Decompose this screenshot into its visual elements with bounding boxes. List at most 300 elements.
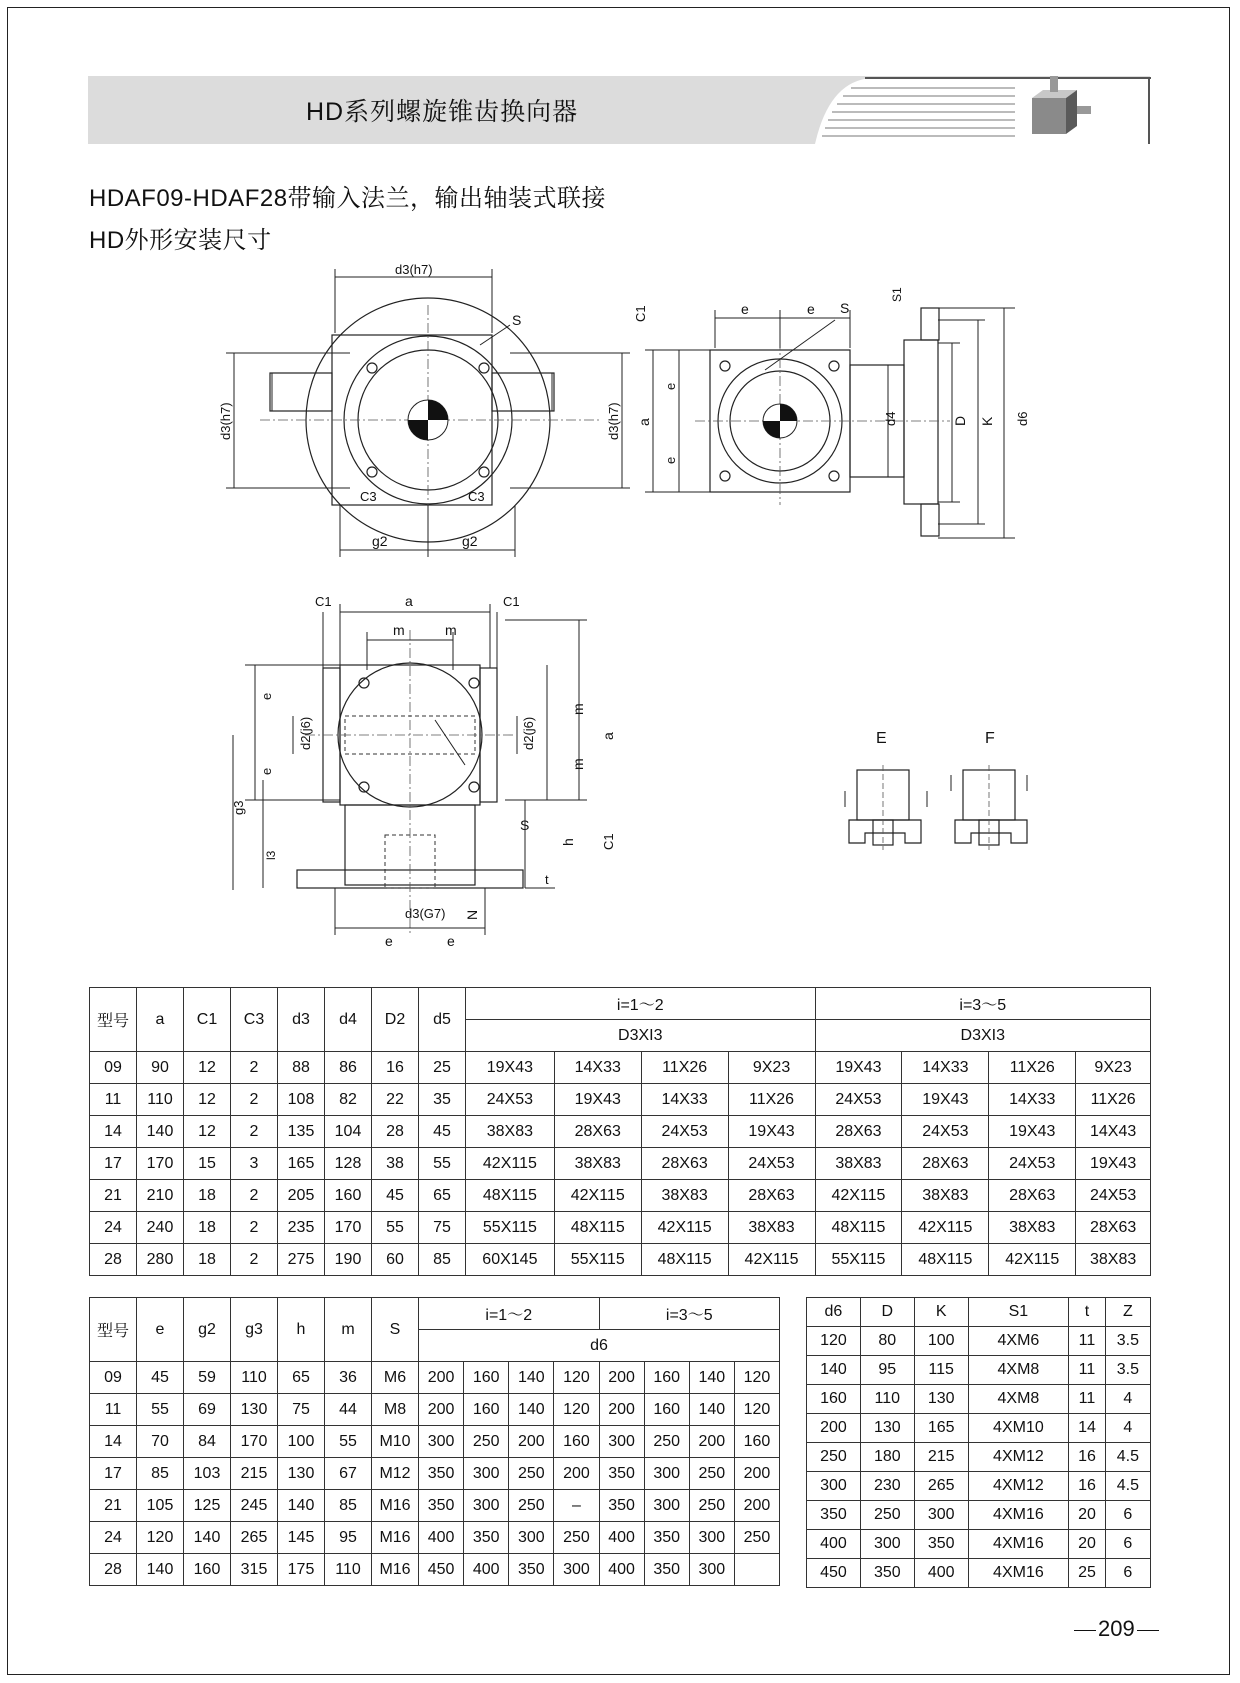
table-cell: 350 xyxy=(419,1458,464,1490)
table-cell: 200 xyxy=(734,1458,779,1490)
table-cell: 38 xyxy=(372,1148,419,1180)
col-d2: D2 xyxy=(372,988,419,1052)
label-d3h7: d3(h7) xyxy=(395,262,433,277)
dimension-table-1 xyxy=(89,987,1151,1276)
table-cell: M16 xyxy=(372,1522,419,1554)
table-cell: 4XM8 xyxy=(968,1385,1069,1414)
table-cell: 300 xyxy=(689,1522,734,1554)
table-cell: 28X63 xyxy=(1076,1212,1151,1244)
label-d3h7-left: d3(h7) xyxy=(218,402,233,440)
table-row xyxy=(807,1327,1151,1356)
table-cell: 280 xyxy=(137,1244,184,1276)
table-cell: 4 xyxy=(1105,1385,1150,1414)
column-header: d6 xyxy=(807,1298,861,1327)
table-cell: 450 xyxy=(807,1559,861,1588)
table-cell: 95 xyxy=(860,1356,914,1385)
table-cell: 315 xyxy=(231,1554,278,1586)
table-cell: 38X83 xyxy=(554,1148,641,1180)
table-cell: 160 xyxy=(644,1394,689,1426)
table-row xyxy=(90,1180,1151,1212)
table-cell: 42X115 xyxy=(989,1244,1076,1276)
table-row xyxy=(807,1530,1151,1559)
table-cell: 28X63 xyxy=(728,1180,815,1212)
label-s: S xyxy=(840,300,850,316)
table-cell: 104 xyxy=(325,1116,372,1148)
table-row xyxy=(90,1116,1151,1148)
table-cell: 14X33 xyxy=(554,1052,641,1084)
table-cell: 190 xyxy=(325,1244,372,1276)
table-cell: 38X83 xyxy=(989,1212,1076,1244)
label-c3-left: C3 xyxy=(360,489,377,504)
col-g3: g3 xyxy=(231,1298,278,1362)
table-row xyxy=(90,1052,1151,1084)
table-cell: 108 xyxy=(278,1084,325,1116)
table-cell: 170 xyxy=(325,1212,372,1244)
table-row xyxy=(807,1472,1151,1501)
table-cell: 4 xyxy=(1105,1414,1150,1443)
table-cell: 250 xyxy=(554,1522,599,1554)
table-cell: 36 xyxy=(325,1362,372,1394)
table-cell: 44 xyxy=(325,1394,372,1426)
table-cell: 6 xyxy=(1105,1501,1150,1530)
table-cell: 11X26 xyxy=(989,1052,1076,1084)
table-cell: 250 xyxy=(689,1490,734,1522)
table-cell: 4XM16 xyxy=(968,1530,1069,1559)
table-cell: 140 xyxy=(689,1394,734,1426)
table-cell: 55X115 xyxy=(554,1244,641,1276)
col-d5: d5 xyxy=(419,988,466,1052)
table-cell: 14X43 xyxy=(1076,1116,1151,1148)
table-cell: 450 xyxy=(419,1554,464,1586)
table-cell: 245 xyxy=(231,1490,278,1522)
col-d3xi3-2: D3XI3 xyxy=(815,1020,1151,1052)
table-cell: 12 xyxy=(184,1084,231,1116)
table-cell: 11X26 xyxy=(1076,1084,1151,1116)
label-D: D xyxy=(952,415,968,426)
table-cell: 59 xyxy=(184,1362,231,1394)
table-cell: 140 xyxy=(137,1116,184,1148)
table-cell: 250 xyxy=(689,1458,734,1490)
label-m-2: m xyxy=(445,622,457,638)
table-cell: 350 xyxy=(509,1554,554,1586)
table-cell: 6 xyxy=(1105,1530,1150,1559)
table-cell: 140 xyxy=(137,1554,184,1586)
label-e-bottom-2: e xyxy=(447,933,455,949)
table-cell: 3.5 xyxy=(1105,1327,1150,1356)
col-h: h xyxy=(278,1298,325,1362)
table-cell: 300 xyxy=(644,1490,689,1522)
col-d6: d6 xyxy=(419,1330,780,1362)
table-cell: 4XM16 xyxy=(968,1559,1069,1588)
table-cell: 70 xyxy=(137,1426,184,1458)
table-cell: 12 xyxy=(184,1116,231,1148)
table-cell: 200 xyxy=(419,1394,464,1426)
table-row xyxy=(90,1212,1151,1244)
table-cell: 90 xyxy=(137,1052,184,1084)
table-cell: 160 xyxy=(464,1394,509,1426)
table-cell: 350 xyxy=(644,1522,689,1554)
page-number-text: 209 xyxy=(1098,1616,1135,1641)
table-cell: 28X63 xyxy=(989,1180,1076,1212)
table-cell: M16 xyxy=(372,1554,419,1586)
table-cell: 130 xyxy=(914,1385,968,1414)
table-cell: 24 xyxy=(90,1522,137,1554)
table-cell: 350 xyxy=(599,1458,644,1490)
table-cell: 19X43 xyxy=(466,1052,555,1084)
table-row xyxy=(807,1356,1151,1385)
table-cell: 120 xyxy=(554,1394,599,1426)
table-cell: 25 xyxy=(419,1052,466,1084)
table-cell: 170 xyxy=(231,1426,278,1458)
label-m-1: m xyxy=(393,622,405,638)
col-a: a xyxy=(137,988,184,1052)
table-cell: 130 xyxy=(231,1394,278,1426)
table-cell: 24X53 xyxy=(989,1148,1076,1180)
table-row xyxy=(90,1490,780,1522)
table-cell: 67 xyxy=(325,1458,372,1490)
table-cell: 165 xyxy=(278,1148,325,1180)
section-subtitle: HDAF09-HDAF28带输入法兰，输出轴装式联接 xyxy=(89,185,607,212)
table-cell: 300 xyxy=(644,1458,689,1490)
table-cell: 24X53 xyxy=(1076,1180,1151,1212)
table-cell: 60 xyxy=(372,1244,419,1276)
table-cell: 25 xyxy=(1069,1559,1106,1588)
table-cell: 24 xyxy=(90,1212,137,1244)
table-cell: 21 xyxy=(90,1180,137,1212)
table-cell: 170 xyxy=(137,1148,184,1180)
table-cell: 4XM10 xyxy=(968,1414,1069,1443)
table-cell: – xyxy=(554,1490,599,1522)
table-cell: 145 xyxy=(278,1522,325,1554)
table-cell: 400 xyxy=(807,1530,861,1559)
table-cell: 265 xyxy=(231,1522,278,1554)
table-cell: 19X43 xyxy=(902,1084,989,1116)
table-cell: 38X83 xyxy=(641,1180,728,1212)
table-cell: 103 xyxy=(184,1458,231,1490)
table-cell: 120 xyxy=(807,1327,861,1356)
header-product-icon xyxy=(805,76,1151,146)
table-cell: 95 xyxy=(325,1522,372,1554)
col-s: S xyxy=(372,1298,419,1362)
table-cell: 350 xyxy=(419,1490,464,1522)
table-cell: 88 xyxy=(278,1052,325,1084)
table-cell: 42X115 xyxy=(466,1148,555,1180)
table-cell: 18 xyxy=(184,1212,231,1244)
table-cell: 48X115 xyxy=(466,1180,555,1212)
table-cell: 42X115 xyxy=(641,1212,728,1244)
table-cell: 45 xyxy=(372,1180,419,1212)
label-d4: d4 xyxy=(883,411,898,426)
label-a-side: a xyxy=(600,732,616,740)
table-row xyxy=(90,1148,1151,1180)
table-cell: 42X115 xyxy=(902,1212,989,1244)
table-cell: 105 xyxy=(137,1490,184,1522)
table-cell: 19X43 xyxy=(1076,1148,1151,1180)
label-g2-left: g2 xyxy=(372,533,388,549)
column-header: D xyxy=(860,1298,914,1327)
table-cell: 09 xyxy=(90,1052,137,1084)
table-cell: 120 xyxy=(734,1362,779,1394)
table-cell: 14 xyxy=(90,1426,137,1458)
drawing-top-view xyxy=(218,262,640,565)
table-cell: 11 xyxy=(1069,1356,1106,1385)
table-cell: 350 xyxy=(914,1530,968,1559)
col-ratio-3-5: i=3～5 xyxy=(599,1298,780,1330)
table-cell: 14X33 xyxy=(641,1084,728,1116)
col-m: m xyxy=(325,1298,372,1362)
table-cell: 55 xyxy=(137,1394,184,1426)
label-d3h7-right: d3(h7) xyxy=(606,402,621,440)
table-cell: 11 xyxy=(90,1394,137,1426)
table-cell: 160 xyxy=(184,1554,231,1586)
table-cell: 4XM12 xyxy=(968,1443,1069,1472)
table-cell: 38X83 xyxy=(815,1148,902,1180)
label-c1-left: C1 xyxy=(315,594,332,609)
label-c1-right: C1 xyxy=(503,594,520,609)
table-cell: 160 xyxy=(464,1362,509,1394)
table-cell: 19X43 xyxy=(554,1084,641,1116)
col-ratio-1-2: i=1～2 xyxy=(419,1298,600,1330)
flange-table xyxy=(806,1297,1151,1588)
table-cell: 2 xyxy=(231,1212,278,1244)
table-cell: 18 xyxy=(184,1244,231,1276)
table-cell: 200 xyxy=(419,1362,464,1394)
table-cell: 18 xyxy=(184,1180,231,1212)
table-cell: 28X63 xyxy=(902,1148,989,1180)
table-cell: 235 xyxy=(278,1212,325,1244)
col-model: 型号 xyxy=(90,1298,137,1362)
col-c3: C3 xyxy=(231,988,278,1052)
table-cell: 60X145 xyxy=(466,1244,555,1276)
col-e: e xyxy=(137,1298,184,1362)
table-cell: M6 xyxy=(372,1362,419,1394)
table-cell: 80 xyxy=(860,1327,914,1356)
table-cell: 45 xyxy=(137,1362,184,1394)
table-cell: 19X43 xyxy=(728,1116,815,1148)
table-cell: 160 xyxy=(734,1426,779,1458)
label-m-3: m xyxy=(570,703,586,715)
label-d2j6-right: d2(j6) xyxy=(521,716,536,750)
table-cell: 17 xyxy=(90,1148,137,1180)
label-a: a xyxy=(636,418,652,426)
table-cell: 130 xyxy=(860,1414,914,1443)
column-header: S1 xyxy=(968,1298,1069,1327)
table-cell: 11 xyxy=(1069,1327,1106,1356)
table-cell: 48X115 xyxy=(902,1244,989,1276)
col-c1: C1 xyxy=(184,988,231,1052)
label-e-top-2: e xyxy=(807,301,815,317)
table-row xyxy=(807,1443,1151,1472)
table-cell: 55 xyxy=(325,1426,372,1458)
table-cell: 350 xyxy=(807,1501,861,1530)
table-cell: 86 xyxy=(325,1052,372,1084)
table-cell: 22 xyxy=(372,1084,419,1116)
table-cell: 28 xyxy=(90,1244,137,1276)
table-cell: 300 xyxy=(509,1522,554,1554)
table-cell: 85 xyxy=(325,1490,372,1522)
table-row xyxy=(90,1522,780,1554)
table-cell: 300 xyxy=(554,1554,599,1586)
table-cell: 84 xyxy=(184,1426,231,1458)
table-cell: 65 xyxy=(419,1180,466,1212)
table-cell: 35 xyxy=(419,1084,466,1116)
table-cell: 28X63 xyxy=(641,1148,728,1180)
table-cell: 19X43 xyxy=(815,1052,902,1084)
table-cell: 300 xyxy=(807,1472,861,1501)
table-cell: 55 xyxy=(419,1148,466,1180)
table-cell: 69 xyxy=(184,1394,231,1426)
table-cell: 250 xyxy=(734,1522,779,1554)
label-e-top-1: e xyxy=(741,301,749,317)
table-cell: 275 xyxy=(278,1244,325,1276)
table-cell: 160 xyxy=(325,1180,372,1212)
table-cell: 4.5 xyxy=(1105,1472,1150,1501)
table-cell: 20 xyxy=(1069,1501,1106,1530)
table-cell: 4XM16 xyxy=(968,1501,1069,1530)
col-d3: d3 xyxy=(278,988,325,1052)
table-cell: 4XM8 xyxy=(968,1356,1069,1385)
col-ratio-1-2: i=1～2 xyxy=(466,988,816,1020)
table-row xyxy=(807,1559,1151,1588)
table-cell: 180 xyxy=(860,1443,914,1472)
label-h: h xyxy=(560,838,576,846)
label-e-side-2: e xyxy=(663,456,678,464)
table-cell: 21 xyxy=(90,1490,137,1522)
table-cell: 9X23 xyxy=(728,1052,815,1084)
table-cell: 300 xyxy=(599,1426,644,1458)
label-d2j6-left: d2(j6) xyxy=(298,716,313,750)
table-row xyxy=(807,1501,1151,1530)
table-cell: 250 xyxy=(464,1426,509,1458)
table-cell: 135 xyxy=(278,1116,325,1148)
label-c3-right: C3 xyxy=(468,489,485,504)
drawing-side-view xyxy=(635,280,1055,540)
table-cell: 140 xyxy=(278,1490,325,1522)
label-s1: S1 xyxy=(890,287,904,302)
table-cell: 250 xyxy=(807,1443,861,1472)
table-cell: 42X115 xyxy=(728,1244,815,1276)
table-cell: 350 xyxy=(860,1559,914,1588)
table-cell: 48X115 xyxy=(815,1212,902,1244)
section-subtitle-2: HD外形安装尺寸 xyxy=(89,227,272,254)
table-cell: 200 xyxy=(554,1458,599,1490)
column-header: Z xyxy=(1105,1298,1150,1327)
col-ratio-3-5: i=3～5 xyxy=(815,988,1151,1020)
table-cell: 250 xyxy=(509,1490,554,1522)
table-cell: 240 xyxy=(137,1212,184,1244)
label-s: S xyxy=(512,312,522,328)
table-cell: 350 xyxy=(464,1522,509,1554)
table-cell: 160 xyxy=(807,1385,861,1414)
table-cell: 140 xyxy=(689,1362,734,1394)
table-cell: 75 xyxy=(278,1394,325,1426)
label-s: S xyxy=(520,817,530,833)
table-cell: 2 xyxy=(231,1244,278,1276)
table-cell: 125 xyxy=(184,1490,231,1522)
table-cell: 200 xyxy=(807,1414,861,1443)
table-row xyxy=(90,1394,780,1426)
table-cell: 6 xyxy=(1105,1559,1150,1588)
table-cell: 130 xyxy=(278,1458,325,1490)
table-cell: 48X115 xyxy=(641,1244,728,1276)
table-row xyxy=(90,1084,1151,1116)
table-cell: 24X53 xyxy=(902,1116,989,1148)
label-m-4: m xyxy=(570,758,586,770)
table-cell: 250 xyxy=(860,1501,914,1530)
table-cell: 24X53 xyxy=(728,1148,815,1180)
table-row xyxy=(90,1244,1151,1276)
table-row xyxy=(90,1458,780,1490)
table-cell: 16 xyxy=(1069,1472,1106,1501)
table-cell: 300 xyxy=(689,1554,734,1586)
label-e-bottom-1: e xyxy=(385,933,393,949)
table-cell: 300 xyxy=(860,1530,914,1559)
table-cell: 24X53 xyxy=(641,1116,728,1148)
table-cell: 165 xyxy=(914,1414,968,1443)
col-d4: d4 xyxy=(325,988,372,1052)
table-cell: 11X26 xyxy=(641,1052,728,1084)
table-cell: 4XM12 xyxy=(968,1472,1069,1501)
table-cell: 42X115 xyxy=(554,1180,641,1212)
table-cell: 140 xyxy=(807,1356,861,1385)
table-cell: 38X83 xyxy=(466,1116,555,1148)
table-cell: 128 xyxy=(325,1148,372,1180)
table-cell: M12 xyxy=(372,1458,419,1490)
table-cell: 2 xyxy=(231,1116,278,1148)
table-cell: 400 xyxy=(599,1522,644,1554)
table-cell: 205 xyxy=(278,1180,325,1212)
table-cell: 11X26 xyxy=(728,1084,815,1116)
drawing-mount-variants xyxy=(835,725,1045,855)
label-t: t xyxy=(545,872,549,887)
table-cell: 48X115 xyxy=(554,1212,641,1244)
table-cell: 110 xyxy=(137,1084,184,1116)
table-cell: 265 xyxy=(914,1472,968,1501)
page-number xyxy=(1072,1616,1161,1642)
table-cell: 230 xyxy=(860,1472,914,1501)
table-cell: 300 xyxy=(914,1501,968,1530)
table-cell: 45 xyxy=(419,1116,466,1148)
table-cell: 400 xyxy=(599,1554,644,1586)
table-cell: 350 xyxy=(599,1490,644,1522)
table-cell: 28X63 xyxy=(554,1116,641,1148)
drawing-front-view xyxy=(215,590,635,960)
table-cell: 210 xyxy=(137,1180,184,1212)
table-cell: 115 xyxy=(914,1356,968,1385)
label-d6: d6 xyxy=(1015,411,1030,426)
table-cell: 400 xyxy=(914,1559,968,1588)
table-cell: 12 xyxy=(184,1052,231,1084)
label-c1: C1 xyxy=(633,305,648,322)
table-cell: 14X33 xyxy=(989,1084,1076,1116)
label-g2-right: g2 xyxy=(462,533,478,549)
table-cell xyxy=(734,1554,779,1586)
table-cell: 200 xyxy=(689,1426,734,1458)
table-cell: 215 xyxy=(914,1443,968,1472)
table-cell: 20 xyxy=(1069,1530,1106,1559)
table-cell: 160 xyxy=(644,1362,689,1394)
label-g3: g3 xyxy=(231,800,246,815)
table-cell: 55 xyxy=(372,1212,419,1244)
table-cell: 16 xyxy=(372,1052,419,1084)
table-cell: 3 xyxy=(231,1148,278,1180)
table-cell: 19X43 xyxy=(989,1116,1076,1148)
table-cell: 55X115 xyxy=(466,1212,555,1244)
label-e-1: e xyxy=(259,692,274,700)
label-a-top: a xyxy=(405,593,413,609)
label-c1-side: C1 xyxy=(601,833,616,850)
table-cell: 100 xyxy=(914,1327,968,1356)
